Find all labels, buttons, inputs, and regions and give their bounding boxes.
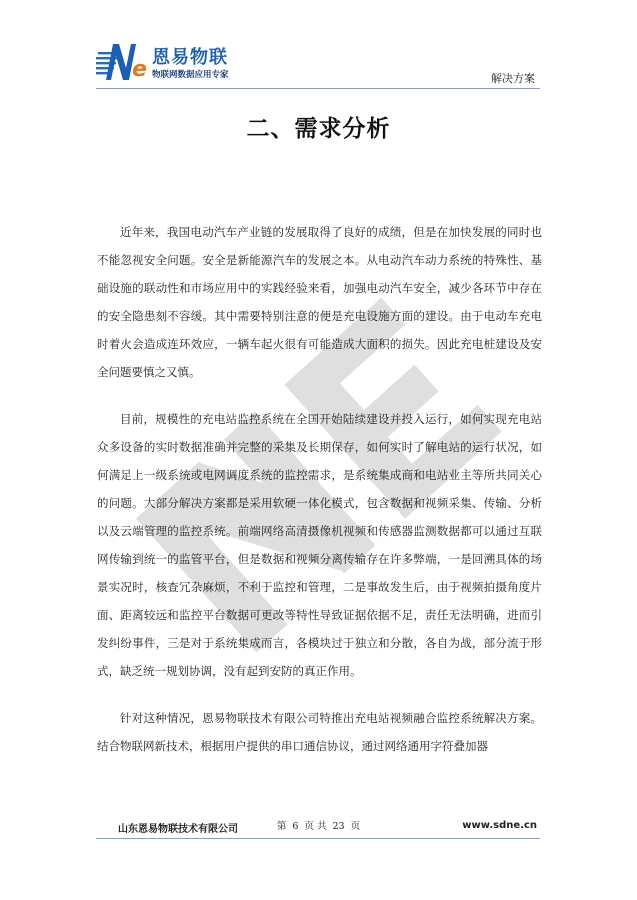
body-content	[97, 218, 542, 760]
ne-logo-icon	[96, 40, 158, 84]
footer-website: www.sdne.cn	[462, 820, 537, 831]
page-total: 23	[332, 821, 345, 832]
page-prefix: 第	[276, 821, 287, 832]
section-label: 解决方案	[491, 72, 535, 85]
paragraph-solution-intro: 针对这种情况，恩易物联技术有限公司特推出充电站视频融合监控系统解决方案。结合物联网新技术，根据用户提供的串口通信协议，通过网络通用字符叠加器	[97, 711, 542, 753]
brand-tagline: 物联网数据应用专家	[152, 70, 229, 80]
page-suffix: 页	[350, 821, 361, 832]
footer-company: 山东恩易物联技术有限公司	[118, 824, 238, 835]
page-title: 二、需求分析	[246, 116, 391, 142]
paragraph-background: 近年来，我国电动汽车产业链的发展取得了良好的成绩，但是在加快发展的同时也不能忽视安全问题。安全是新能源汽车的发展之本。从电动汽车动力系统的特殊性、基础设施的联动性和市场应用中的实践经验来看，加强电动汽车安全，减少各环节中存在的安全隐患刻不容缓。其中需要特别注意的便是充电设施方面的建设。由于电动车充电时着火会造成连环效应，一辆车起火很有可能造成大面积的损失。因此充电桩建设及安全问题要慎之又慎。	[97, 225, 542, 379]
brand-name: 恩易物联	[152, 47, 228, 68]
footer-divider	[96, 838, 540, 839]
company-logo	[96, 40, 246, 86]
page-number	[0, 818, 637, 832]
svg-text:e: e	[132, 57, 147, 82]
page-current: 6	[292, 821, 299, 832]
paragraph-current-state: 目前，规模性的充电站监控系统在全国开始陆续建设并投入运行，如何实现充电站众多设备的实时数据准确并完整的采集及长期保存，如何实时了解电站的运行状况，如何满足上一级系统或电网调度系统的监控需求，是系统集成商和电站业主等所共同关心的问题。大部分解决方案都是采用软硬一体化模式，包含数据和视频采集、传输、分析以及云端管理的监控系统。前端网络高清摄像机视频和传感器监测数据都可以通过互联网传输到统一的监管平台，但是数据和视频分离传输存在许多弊端，一是回溯具体的场景实况时，核查冗杂麻烦，不利于监控和管理，二是事故发生后，由于视频拍摄角度片面、距离较远和监控平台数据可更改等特性导致证据依据不足，责任无法明确，进而引发纠纷事件，三是对于系统集成而言，各模块过于独立和分散，各自为战，部分流于形式，缺乏统一规划协调，没有起到安防的真正作用。	[97, 412, 542, 678]
header-divider	[96, 88, 540, 89]
page-mid: 页 共	[304, 821, 327, 832]
